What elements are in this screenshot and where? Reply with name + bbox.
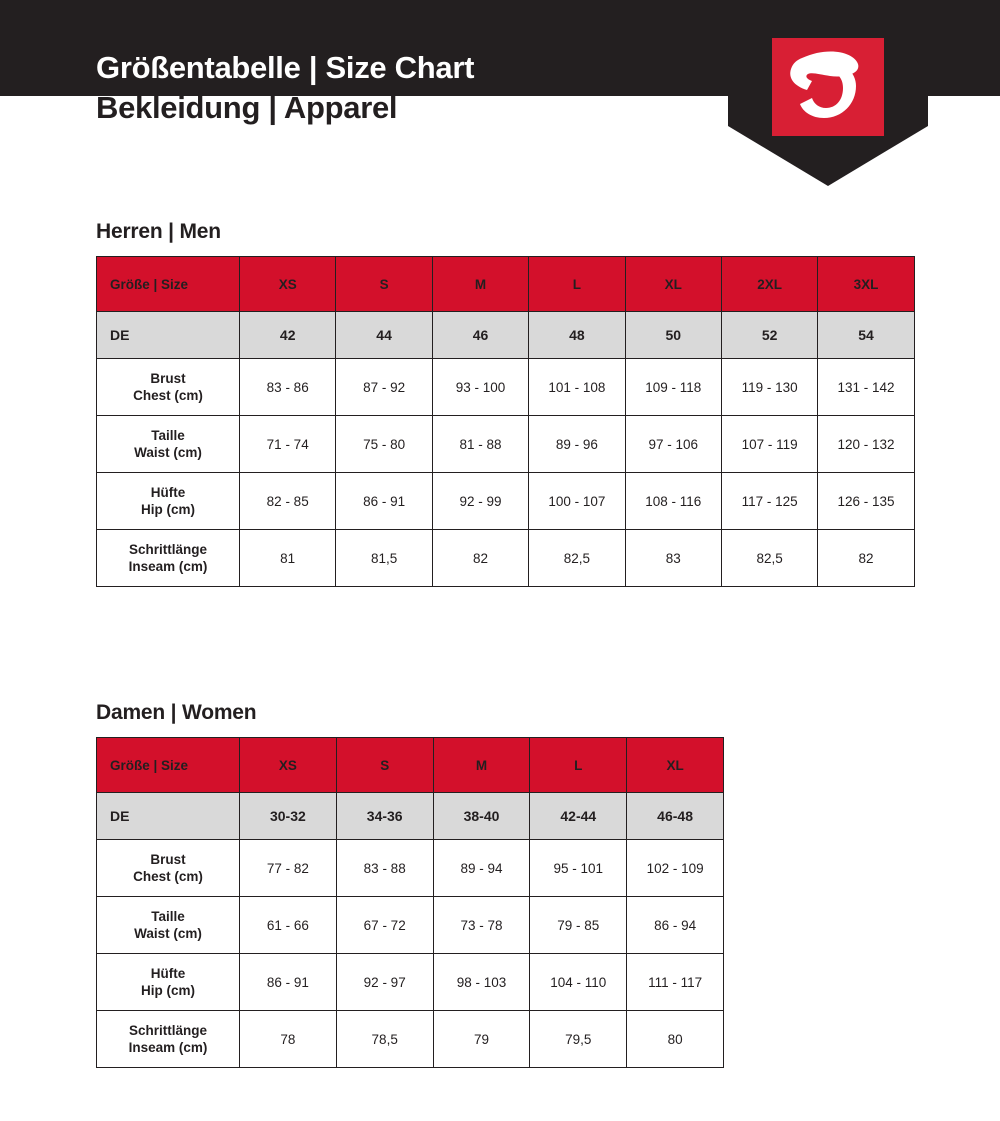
table-header-row [97,257,915,312]
cell-inseam-xs: 78 [240,1011,337,1068]
cell-hip-s: 86 - 91 [336,473,432,530]
column-header-size: Größe | Size [97,257,240,312]
cell-inseam-l: 82,5 [529,530,625,587]
cell-de-3xl: 54 [818,312,914,359]
cell-inseam-s: 81,5 [336,530,432,587]
cell-inseam-3xl: 82 [818,530,914,587]
cell-waist-s: 75 - 80 [336,416,432,473]
row-label-chest-de: Brust [150,852,186,867]
row-label-inseam-de: Schrittlänge [128,1023,207,1038]
row-label-waist [97,897,240,954]
table-row-de [97,793,724,840]
page-header [0,0,1000,125]
section-title-men: Herren | Men [96,220,221,243]
cell-chest-xl: 109 - 118 [625,359,721,416]
cell-hip-xl: 108 - 116 [625,473,721,530]
row-label-waist-en: Waist (cm) [134,445,202,460]
cell-de-s: 44 [336,312,432,359]
cell-de-s: 34-36 [336,793,433,840]
row-label-waist [97,416,240,473]
table-row [97,473,915,530]
cell-de-l: 42-44 [530,793,627,840]
cell-hip-l: 104 - 110 [530,954,627,1011]
page-title: Größentabelle | Size Chart [96,50,475,85]
cell-hip-l: 100 - 107 [529,473,625,530]
row-label-hip [97,954,240,1011]
table-row [97,840,724,897]
cell-waist-xl: 86 - 94 [627,897,724,954]
cell-inseam-m: 82 [432,530,528,587]
column-header-xl: XL [627,738,724,793]
row-label-hip-de: Hüfte [150,966,186,981]
column-header-xs: XS [240,257,336,312]
column-header-xl: XL [625,257,721,312]
cell-inseam-xl: 83 [625,530,721,587]
row-label-hip-en: Hip (cm) [141,983,195,998]
cell-chest-s: 87 - 92 [336,359,432,416]
row-label-chest [97,359,240,416]
row-label-inseam [97,1011,240,1068]
cell-inseam-xs: 81 [240,530,336,587]
row-label-waist-de: Taille [151,428,185,443]
cell-inseam-s: 78,5 [336,1011,433,1068]
table-row [97,954,724,1011]
column-header-s: S [336,257,432,312]
row-label-chest-en: Chest (cm) [133,869,203,884]
cell-chest-m: 89 - 94 [433,840,530,897]
cell-inseam-l: 79,5 [530,1011,627,1068]
cell-chest-l: 95 - 101 [530,840,627,897]
section-women [96,701,914,1068]
table-row [97,897,724,954]
cell-chest-m: 93 - 100 [432,359,528,416]
section-men [96,220,914,587]
cell-waist-xs: 61 - 66 [240,897,337,954]
cell-de-2xl: 52 [721,312,817,359]
table-row [97,1011,724,1068]
table-row [97,416,915,473]
cell-hip-3xl: 126 - 135 [818,473,914,530]
cell-waist-m: 81 - 88 [432,416,528,473]
column-header-2xl: 2XL [721,257,817,312]
row-label-chest [97,840,240,897]
cell-hip-s: 92 - 97 [336,954,433,1011]
cell-de-m: 38-40 [433,793,530,840]
column-header-l: L [530,738,627,793]
row-label-inseam-en: Inseam (cm) [128,1040,208,1055]
column-header-s: S [336,738,433,793]
cell-inseam-m: 79 [433,1011,530,1068]
cell-hip-2xl: 117 - 125 [721,473,817,530]
row-label-waist-de: Taille [151,909,185,924]
cell-waist-xl: 97 - 106 [625,416,721,473]
cell-hip-xs: 86 - 91 [240,954,337,1011]
row-label-hip [97,473,240,530]
table-row-de [97,312,915,359]
row-label-inseam-en: Inseam (cm) [128,559,208,574]
row-label-de: DE [97,793,240,840]
cell-chest-2xl: 119 - 130 [721,359,817,416]
cell-hip-m: 92 - 99 [432,473,528,530]
row-label-chest-de: Brust [150,371,186,386]
cell-de-m: 46 [432,312,528,359]
column-header-l: L [529,257,625,312]
row-label-inseam [97,530,240,587]
page-subtitle: Bekleidung | Apparel [96,90,398,125]
cell-waist-l: 89 - 96 [529,416,625,473]
table-header-row [97,738,724,793]
cell-de-xs: 30-32 [240,793,337,840]
cell-chest-xl: 102 - 109 [627,840,724,897]
row-label-hip-en: Hip (cm) [141,502,195,517]
cell-hip-xl: 111 - 117 [627,954,724,1011]
column-header-m: M [433,738,530,793]
size-table-women [96,737,724,1068]
cell-waist-3xl: 120 - 132 [818,416,914,473]
cell-de-xl: 46-48 [627,793,724,840]
header-titles [96,48,474,128]
table-row [97,530,915,587]
row-label-chest-en: Chest (cm) [133,388,203,403]
cell-waist-xs: 71 - 74 [240,416,336,473]
cell-chest-3xl: 131 - 142 [818,359,914,416]
row-label-inseam-de: Schrittlänge [128,542,207,557]
row-label-waist-en: Waist (cm) [134,926,202,941]
cell-inseam-xl: 80 [627,1011,724,1068]
section-title-women: Damen | Women [96,701,257,724]
cell-chest-xs: 83 - 86 [240,359,336,416]
cell-hip-m: 98 - 103 [433,954,530,1011]
table-row [97,359,915,416]
cell-chest-l: 101 - 108 [529,359,625,416]
cell-waist-s: 67 - 72 [336,897,433,954]
cell-de-xs: 42 [240,312,336,359]
cell-inseam-2xl: 82,5 [721,530,817,587]
cell-waist-2xl: 107 - 119 [721,416,817,473]
column-header-xs: XS [240,738,337,793]
cell-de-xl: 50 [625,312,721,359]
column-header-size: Größe | Size [97,738,240,793]
cell-waist-m: 73 - 78 [433,897,530,954]
row-label-de: DE [97,312,240,359]
row-label-hip-de: Hüfte [150,485,186,500]
size-table-men [96,256,915,587]
cell-hip-xs: 82 - 85 [240,473,336,530]
column-header-3xl: 3XL [818,257,914,312]
cell-chest-s: 83 - 88 [336,840,433,897]
cell-waist-l: 79 - 85 [530,897,627,954]
column-header-m: M [432,257,528,312]
cell-chest-xs: 77 - 82 [240,840,337,897]
cell-de-l: 48 [529,312,625,359]
